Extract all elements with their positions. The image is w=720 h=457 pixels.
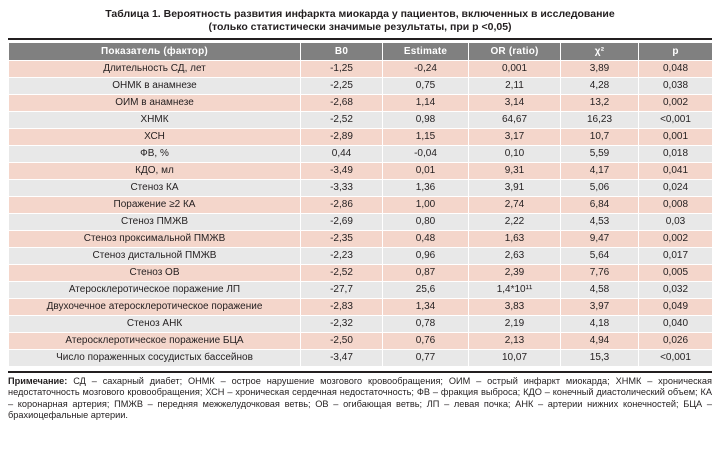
column-header-b0: B0	[301, 43, 383, 61]
table-row	[9, 197, 713, 214]
column-header-estimate: Estimate	[383, 43, 469, 61]
cell-chi2: 4,28	[561, 78, 639, 95]
cell-chi2: 9,47	[561, 231, 639, 248]
cell-b0: -2,69	[301, 214, 383, 231]
cell-or: 3,83	[469, 299, 561, 316]
table-row	[9, 214, 713, 231]
column-header-factor: Показатель (фактор)	[9, 43, 301, 61]
table-row	[9, 180, 713, 197]
cell-or: 2,11	[469, 78, 561, 95]
table-row	[9, 299, 713, 316]
cell-chi2: 16,23	[561, 112, 639, 129]
cell-estimate: -0,24	[383, 61, 469, 78]
cell-estimate: 0,01	[383, 163, 469, 180]
table-row	[9, 248, 713, 265]
caption-line-2: (только статистически значимые результаты, при р <0,05)	[208, 21, 512, 33]
cell-chi2: 6,84	[561, 197, 639, 214]
cell-b0: -3,47	[301, 350, 383, 367]
cell-factor: ХСН	[9, 129, 301, 146]
cell-factor: ОНМК в анамнезе	[9, 78, 301, 95]
cell-or: 0,001	[469, 61, 561, 78]
cell-or: 3,91	[469, 180, 561, 197]
top-rule	[8, 38, 712, 40]
cell-b0: -2,25	[301, 78, 383, 95]
cell-b0: -2,68	[301, 95, 383, 112]
cell-p: 0,049	[639, 299, 713, 316]
cell-estimate: 0,98	[383, 112, 469, 129]
table-header-row	[9, 43, 713, 61]
cell-p: <0,001	[639, 112, 713, 129]
cell-b0: -2,35	[301, 231, 383, 248]
column-header-chi2: χ²	[561, 43, 639, 61]
cell-estimate: 0,87	[383, 265, 469, 282]
cell-chi2: 5,64	[561, 248, 639, 265]
table-row	[9, 112, 713, 129]
cell-p: 0,038	[639, 78, 713, 95]
cell-b0: -2,86	[301, 197, 383, 214]
results-table	[8, 42, 713, 367]
column-header-p: p	[639, 43, 713, 61]
table-row	[9, 61, 713, 78]
cell-estimate: 0,96	[383, 248, 469, 265]
cell-or: 2,74	[469, 197, 561, 214]
table-body	[9, 61, 713, 367]
cell-p: 0,002	[639, 95, 713, 112]
cell-p: 0,005	[639, 265, 713, 282]
cell-p: 0,041	[639, 163, 713, 180]
cell-factor: ОИМ в анамнезе	[9, 95, 301, 112]
cell-chi2: 3,89	[561, 61, 639, 78]
cell-factor: Поражение ≥2 КА	[9, 197, 301, 214]
note-label: Примечание:	[8, 376, 68, 386]
cell-chi2: 3,97	[561, 299, 639, 316]
cell-estimate: 0,48	[383, 231, 469, 248]
cell-chi2: 4,18	[561, 316, 639, 333]
table-row	[9, 282, 713, 299]
table-row	[9, 129, 713, 146]
cell-chi2: 13,2	[561, 95, 639, 112]
cell-chi2: 4,58	[561, 282, 639, 299]
cell-estimate: 1,15	[383, 129, 469, 146]
table-row	[9, 163, 713, 180]
cell-or: 64,67	[469, 112, 561, 129]
cell-b0: -2,23	[301, 248, 383, 265]
cell-chi2: 5,06	[561, 180, 639, 197]
cell-estimate: 0,77	[383, 350, 469, 367]
cell-factor: Стеноз дистальной ПМЖВ	[9, 248, 301, 265]
cell-factor: Число пораженных сосудистых бассейнов	[9, 350, 301, 367]
cell-estimate: 1,14	[383, 95, 469, 112]
cell-estimate: 0,76	[383, 333, 469, 350]
cell-b0: -27,7	[301, 282, 383, 299]
cell-b0: -2,50	[301, 333, 383, 350]
cell-b0: -2,52	[301, 112, 383, 129]
cell-b0: -2,52	[301, 265, 383, 282]
cell-or: 2,13	[469, 333, 561, 350]
cell-factor: Стеноз проксимальной ПМЖВ	[9, 231, 301, 248]
cell-factor: Атеросклеротическое поражение БЦА	[9, 333, 301, 350]
cell-or: 2,63	[469, 248, 561, 265]
cell-b0: -1,25	[301, 61, 383, 78]
cell-b0: -2,83	[301, 299, 383, 316]
cell-p: 0,032	[639, 282, 713, 299]
cell-chi2: 5,59	[561, 146, 639, 163]
cell-p: 0,001	[639, 129, 713, 146]
table-row	[9, 316, 713, 333]
cell-factor: Стеноз АНК	[9, 316, 301, 333]
cell-b0: -2,32	[301, 316, 383, 333]
cell-or: 0,10	[469, 146, 561, 163]
cell-b0: -2,89	[301, 129, 383, 146]
cell-chi2: 7,76	[561, 265, 639, 282]
cell-b0: 0,44	[301, 146, 383, 163]
cell-factor: КДО, мл	[9, 163, 301, 180]
cell-estimate: 1,36	[383, 180, 469, 197]
cell-factor: Атеросклеротическое поражение ЛП	[9, 282, 301, 299]
table-row	[9, 95, 713, 112]
column-header-or: OR (ratio)	[469, 43, 561, 61]
cell-p: 0,008	[639, 197, 713, 214]
cell-p: 0,026	[639, 333, 713, 350]
cell-estimate: -0,04	[383, 146, 469, 163]
cell-factor: ФВ, %	[9, 146, 301, 163]
cell-factor: Стеноз ОВ	[9, 265, 301, 282]
cell-p: 0,017	[639, 248, 713, 265]
table-row	[9, 231, 713, 248]
cell-b0: -3,49	[301, 163, 383, 180]
cell-or: 1,63	[469, 231, 561, 248]
cell-p: <0,001	[639, 350, 713, 367]
table-row	[9, 78, 713, 95]
cell-chi2: 15,3	[561, 350, 639, 367]
cell-factor: ХНМК	[9, 112, 301, 129]
cell-or: 2,39	[469, 265, 561, 282]
table-row	[9, 146, 713, 163]
cell-b0: -3,33	[301, 180, 383, 197]
cell-factor: Длительность СД, лет	[9, 61, 301, 78]
cell-chi2: 4,94	[561, 333, 639, 350]
cell-estimate: 1,00	[383, 197, 469, 214]
cell-p: 0,048	[639, 61, 713, 78]
table-row	[9, 265, 713, 282]
cell-factor: Двухочечное атеросклеротическое поражение	[9, 299, 301, 316]
table-caption	[18, 8, 702, 34]
cell-p: 0,03	[639, 214, 713, 231]
table-row	[9, 350, 713, 367]
cell-or: 10,07	[469, 350, 561, 367]
cell-or: 2,19	[469, 316, 561, 333]
note-text: СД – сахарный диабет; ОНМК – острое нарушение мозгового кровообращения; ОИМ – острый инфаркт миокарда; ХНМК – хроническая недостаточность мозгового кровообращения; ХСН – хроническая сердечная недостаточность; ФВ – фракция выброса; КДО – конечный диастолический объем; КА – коронарная артерия; ПМЖВ – передняя межжелудочковая ветвь; ОВ – огибающая ветвь; ЛП – левая почка; АНК – артерии нижних конечностей; БЦА – брахиоцефальные артерии.	[8, 376, 712, 421]
cell-or: 3,14	[469, 95, 561, 112]
cell-chi2: 4,53	[561, 214, 639, 231]
cell-or: 1,4*10¹¹	[469, 282, 561, 299]
cell-chi2: 10,7	[561, 129, 639, 146]
cell-or: 9,31	[469, 163, 561, 180]
caption-line-1: Таблица 1. Вероятность развития инфаркта миокарда у пациентов, включенных в исследование	[105, 8, 615, 20]
cell-estimate: 0,78	[383, 316, 469, 333]
cell-estimate: 1,34	[383, 299, 469, 316]
table-row	[9, 333, 713, 350]
cell-p: 0,018	[639, 146, 713, 163]
cell-or: 3,17	[469, 129, 561, 146]
table-note	[8, 371, 712, 422]
cell-p: 0,040	[639, 316, 713, 333]
cell-estimate: 0,80	[383, 214, 469, 231]
cell-p: 0,024	[639, 180, 713, 197]
cell-factor: Стеноз КА	[9, 180, 301, 197]
cell-factor: Стеноз ПМЖВ	[9, 214, 301, 231]
cell-p: 0,002	[639, 231, 713, 248]
cell-estimate: 25,6	[383, 282, 469, 299]
cell-or: 2,22	[469, 214, 561, 231]
cell-estimate: 0,75	[383, 78, 469, 95]
cell-chi2: 4,17	[561, 163, 639, 180]
